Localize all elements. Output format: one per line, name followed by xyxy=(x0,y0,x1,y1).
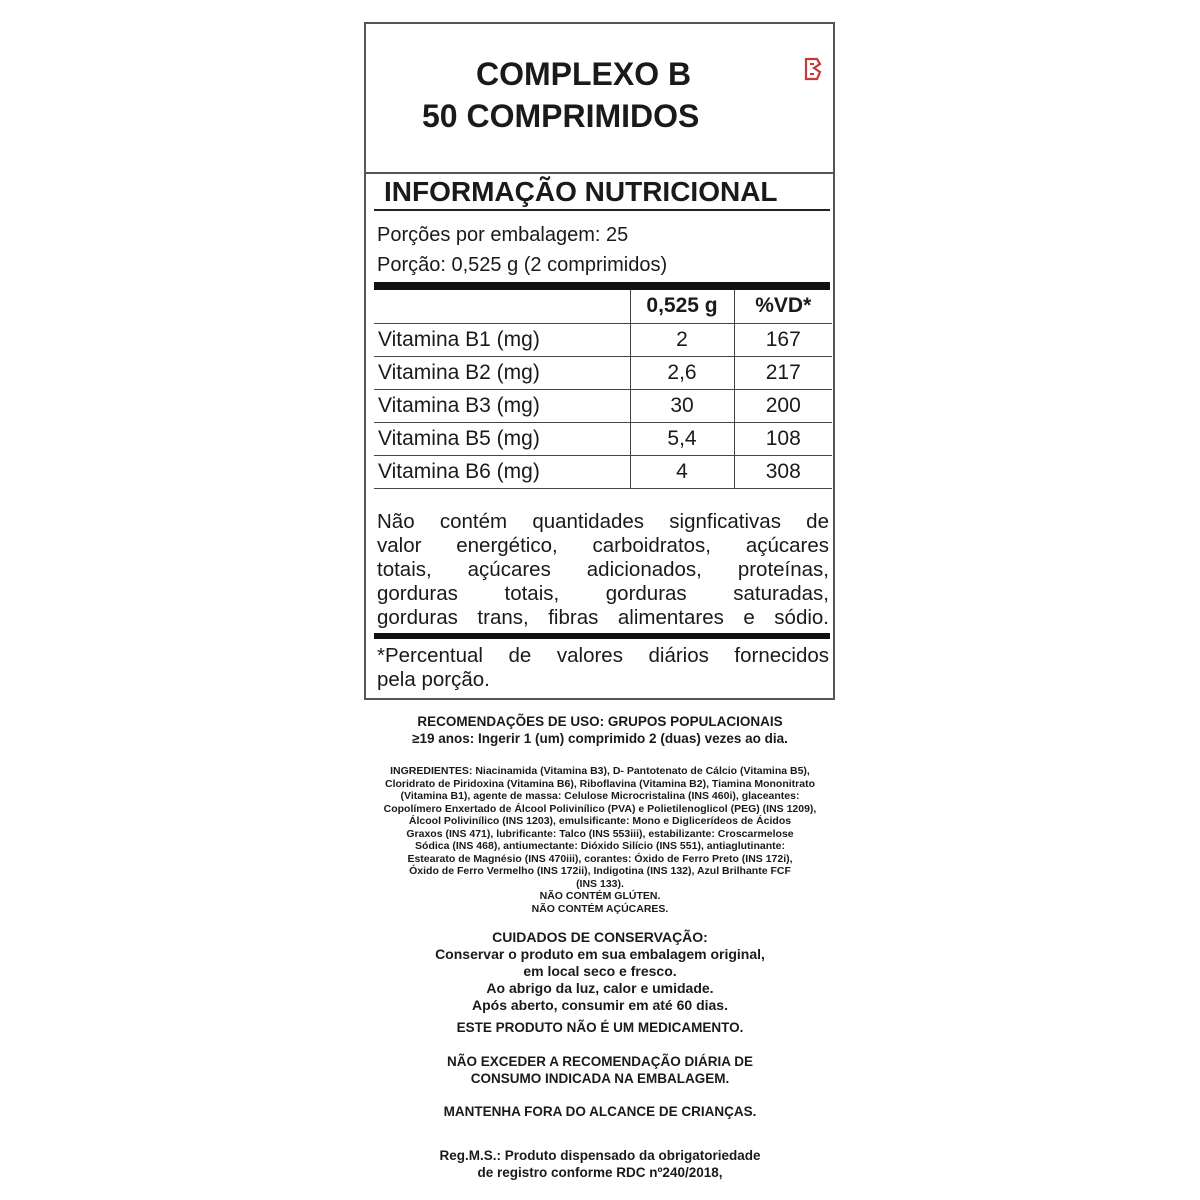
nutrient-amount: 5,4 xyxy=(630,422,734,455)
storage-line: CUIDADOS DE CONSERVAÇÃO: xyxy=(492,929,708,945)
ingredients-line: (INS 133). xyxy=(576,877,624,890)
table-row xyxy=(374,323,832,356)
nutrient-vd: 308 xyxy=(734,455,832,488)
registration-line: de registro conforme RDC nº240/2018, xyxy=(477,1165,723,1180)
product-title-area xyxy=(366,24,833,174)
table-row xyxy=(374,422,832,455)
warning-line: NÃO EXCEDER A RECOMENDAÇÃO DIÁRIA DE xyxy=(446,1054,754,1069)
ingredients-line: Óxido de Ferro Vermelho (INS 172ii), Indigotina (INS 132), Azul Brilhante FCF xyxy=(409,865,791,877)
storage-line: em local seco e fresco. xyxy=(523,963,677,979)
nutrient-name: Vitamina B1 (mg) xyxy=(374,323,630,356)
ingredients-line: (Vitamina B1), agente de massa: Celulose Microcristalina (INS 460i), glaceantes: xyxy=(400,790,800,802)
not-medicine-warning: ESTE PRODUTO NÃO É UM MEDICAMENTO. xyxy=(456,1020,744,1035)
table-row xyxy=(374,455,832,488)
ingredients-list xyxy=(300,765,900,915)
nutrient-vd: 200 xyxy=(734,389,832,422)
table-row xyxy=(374,356,832,389)
nutrition-label-panel xyxy=(364,22,835,700)
dose-warning xyxy=(300,1053,900,1087)
nutrient-name: Vitamina B6 (mg) xyxy=(374,455,630,488)
nutrient-amount: 2 xyxy=(630,323,734,356)
brand-logo-icon xyxy=(803,56,823,82)
sugar-free-statement: NÃO CONTÉM AÇÚCARES. xyxy=(531,902,669,915)
ingredients-line: Sódica (INS 468), antiumectante: Dióxido Silício (INS 551), antiaglutinante: xyxy=(415,840,785,852)
column-header-nutrient xyxy=(374,290,630,323)
registration-info xyxy=(300,1147,900,1181)
storage-instructions xyxy=(300,929,900,1014)
ingredients-line: Cloridrato de Piridoxina (Vitamina B6), Riboflavina (Vitamina B2), Tiamina Mononitrato xyxy=(385,777,815,790)
nutrition-table xyxy=(374,290,832,489)
nutrient-vd: 217 xyxy=(734,356,832,389)
nutrient-name: Vitamina B2 (mg) xyxy=(374,356,630,389)
storage-line: Ao abrigo da luz, calor e umidade. xyxy=(486,980,714,996)
portion-size: Porção: 0,525 g (2 comprimidos) xyxy=(377,254,668,276)
usage-line: RECOMENDAÇÕES DE USO: GRUPOS POPULACIONAIS xyxy=(417,714,783,729)
product-name: COMPLEXO B xyxy=(476,56,692,92)
column-header-amount: 0,525 g xyxy=(630,290,734,323)
ingredients-line: Graxos (INS 471), lubrificante: Talco (INS 553iii), estabilizante: Croscarmelose xyxy=(406,827,794,840)
nutrient-amount: 4 xyxy=(630,455,734,488)
vd-footnote xyxy=(377,644,829,692)
warning-line: CONSUMO INDICADA NA EMBALAGEM. xyxy=(470,1071,730,1086)
note-line: gorduras trans, fibras alimentares e sódio. xyxy=(377,606,829,629)
product-quantity: 50 COMPRIMIDOS xyxy=(422,98,700,134)
nutrient-vd: 167 xyxy=(734,323,832,356)
nutrient-vd: 108 xyxy=(734,422,832,455)
children-warning: MANTENHA FORA DO ALCANCE DE CRIANÇAS. xyxy=(443,1104,757,1119)
storage-line: Após aberto, consumir em até 60 dias. xyxy=(472,997,728,1013)
ingredients-line: Copolímero Enxertado de Álcool Polivinílico (PVA) e Polietilenoglicol (PEG) (INS 1209), xyxy=(383,802,817,815)
note-line: valor energético, carboidratos, açúcares xyxy=(377,534,829,557)
ingredients-line: INGREDIENTES: Niacinamida (Vitamina B3), D- Pantotenato de Cálcio (Vitamina B5), xyxy=(390,765,810,777)
footnote-line: *Percentual de valores diários fornecidos xyxy=(377,644,829,667)
ingredients-line: Estearato de Magnésio (INS 470iii), corantes: Óxido de Ferro Preto (INS 172i), xyxy=(407,852,793,865)
table-row xyxy=(374,389,832,422)
divider xyxy=(374,209,830,211)
divider-thick xyxy=(374,282,830,290)
nutrient-name: Vitamina B3 (mg) xyxy=(374,389,630,422)
usage-line: ≥19 anos: Ingerir 1 (um) comprimido 2 (duas) vezes ao dia. xyxy=(412,731,788,746)
nutrient-name: Vitamina B5 (mg) xyxy=(374,422,630,455)
nutrient-amount: 2,6 xyxy=(630,356,734,389)
gluten-free-statement: NÃO CONTÉM GLÚTEN. xyxy=(539,890,661,902)
servings-per-package: Porções por embalagem: 25 xyxy=(377,224,629,246)
table-header-row xyxy=(374,290,832,323)
nutrient-amount: 30 xyxy=(630,389,734,422)
footnote-line: pela porção. xyxy=(377,668,490,691)
note-line: Não contém quantidades signficativas de xyxy=(377,510,829,533)
nutrition-title: INFORMAÇÃO NUTRICIONAL xyxy=(384,176,778,207)
storage-line: Conservar o produto em sua embalagem original, xyxy=(435,946,765,962)
ingredients-line: Álcool Polivinílico (INS 1203), emulsificante: Mono e Diglicerídeos de Ácidos xyxy=(408,815,792,827)
note-line: gorduras totais, gorduras saturadas, xyxy=(377,582,829,605)
column-header-vd: %VD* xyxy=(734,290,832,323)
usage-recommendations xyxy=(300,713,900,747)
not-significant-note xyxy=(377,510,829,630)
note-line: totais, açúcares adicionados, proteínas, xyxy=(377,558,829,581)
registration-line: Reg.M.S.: Produto dispensado da obrigatoriedade xyxy=(439,1148,761,1163)
divider-thick xyxy=(374,633,830,639)
